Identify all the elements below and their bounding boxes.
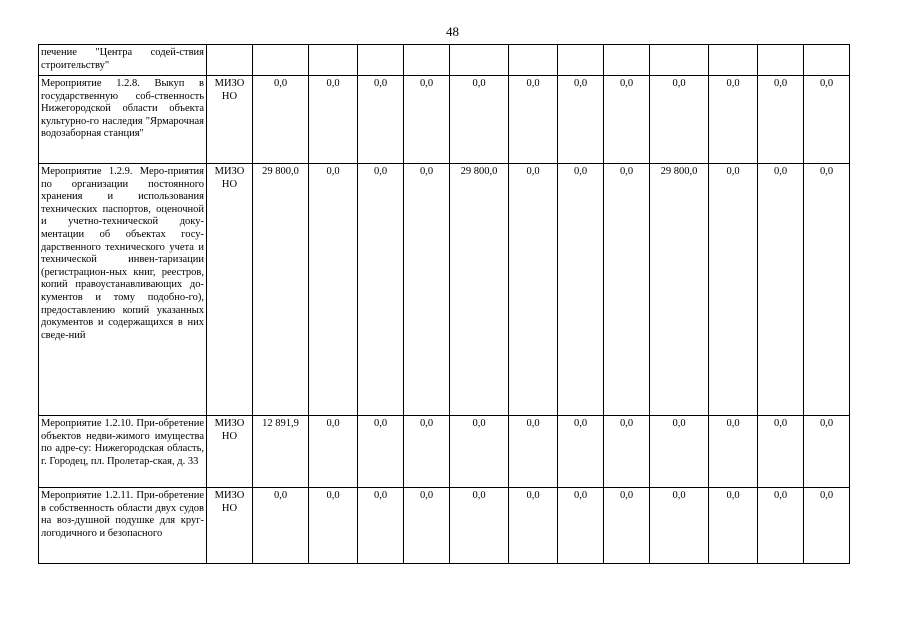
amount-cell: 0,0 xyxy=(558,488,604,564)
amount-cell: 0,0 xyxy=(650,76,709,164)
amount-cell: 0,0 xyxy=(804,488,850,564)
amount-cell xyxy=(509,45,558,76)
amount-cell: 29 800,0 xyxy=(450,164,509,416)
amount-cell xyxy=(650,45,709,76)
amount-cell: 0,0 xyxy=(253,488,309,564)
amount-cell: 0,0 xyxy=(253,76,309,164)
amount-cell: 0,0 xyxy=(650,488,709,564)
amount-cell: 0,0 xyxy=(758,164,804,416)
amount-cell xyxy=(404,45,450,76)
amount-cell: 0,0 xyxy=(309,76,358,164)
amount-cell: 0,0 xyxy=(558,164,604,416)
table-row xyxy=(39,488,850,564)
amount-cell: 0,0 xyxy=(558,76,604,164)
amount-cell: 0,0 xyxy=(804,416,850,488)
amount-cell: 0,0 xyxy=(650,416,709,488)
amount-cell: 0,0 xyxy=(404,488,450,564)
amount-cell xyxy=(450,45,509,76)
amount-cell: 0,0 xyxy=(509,164,558,416)
amount-cell: 0,0 xyxy=(450,416,509,488)
amount-cell xyxy=(758,45,804,76)
amount-cell xyxy=(709,45,758,76)
amount-cell: 0,0 xyxy=(404,164,450,416)
amount-cell: 0,0 xyxy=(758,488,804,564)
amount-cell: 0,0 xyxy=(404,416,450,488)
amount-cell: 0,0 xyxy=(450,488,509,564)
amount-cell xyxy=(358,45,404,76)
executor-cell: МИЗО НО xyxy=(207,416,253,488)
amount-cell: 0,0 xyxy=(404,76,450,164)
amount-cell: 0,0 xyxy=(358,416,404,488)
amount-cell: 0,0 xyxy=(358,164,404,416)
amount-cell: 0,0 xyxy=(509,416,558,488)
amount-cell: 0,0 xyxy=(709,164,758,416)
amount-cell: 0,0 xyxy=(309,488,358,564)
budget-table xyxy=(38,44,850,564)
amount-cell: 0,0 xyxy=(804,164,850,416)
activity-description-cell: Мероприятие 1.2.9. Меро-приятия по организации постоянного хранения и использования технических паспортов, оценочной и учетно-технической доку-ментации об объектах госу-дарственного технического учета и технической инвен-таризации (регистрацион-ных книг, реестров, копий правоустанавливающих до-кументов и тому подобно-го), предоставлению копий указанных документов и содержащихся в них сведе-ний xyxy=(39,164,207,416)
table-row xyxy=(39,76,850,164)
activity-description-cell: печение "Центра содей-ствия строительству" xyxy=(39,45,207,76)
amount-cell: 0,0 xyxy=(709,76,758,164)
amount-cell: 0,0 xyxy=(309,164,358,416)
amount-cell: 0,0 xyxy=(709,488,758,564)
amount-cell: 0,0 xyxy=(309,416,358,488)
amount-cell: 0,0 xyxy=(358,488,404,564)
executor-cell: МИЗО НО xyxy=(207,488,253,564)
activity-description-cell: Мероприятие 1.2.11. При-обретение в собственность области двух судов на воз-душной подушке для круг-логодичного и безопасного xyxy=(39,488,207,564)
amount-cell: 0,0 xyxy=(604,416,650,488)
amount-cell: 0,0 xyxy=(450,76,509,164)
amount-cell: 0,0 xyxy=(758,76,804,164)
amount-cell: 0,0 xyxy=(758,416,804,488)
activity-description-cell: Мероприятие 1.2.8. Выкуп в государственную соб-ственность Нижегородской области объекта культурно-го наследия "Ярмарочная водозаборная станция" xyxy=(39,76,207,164)
amount-cell: 29 800,0 xyxy=(253,164,309,416)
executor-cell xyxy=(207,45,253,76)
amount-cell xyxy=(804,45,850,76)
table-row xyxy=(39,45,850,76)
amount-cell: 0,0 xyxy=(358,76,404,164)
amount-cell: 0,0 xyxy=(509,488,558,564)
table-body xyxy=(39,45,850,564)
amount-cell: 0,0 xyxy=(509,76,558,164)
executor-cell: МИЗО НО xyxy=(207,76,253,164)
amount-cell xyxy=(558,45,604,76)
page-number: 48 xyxy=(446,24,459,39)
amount-cell: 12 891,9 xyxy=(253,416,309,488)
amount-cell: 0,0 xyxy=(604,488,650,564)
amount-cell xyxy=(604,45,650,76)
amount-cell: 29 800,0 xyxy=(650,164,709,416)
amount-cell xyxy=(309,45,358,76)
executor-cell: МИЗО НО xyxy=(207,164,253,416)
amount-cell: 0,0 xyxy=(709,416,758,488)
table-row xyxy=(39,416,850,488)
amount-cell: 0,0 xyxy=(804,76,850,164)
amount-cell: 0,0 xyxy=(558,416,604,488)
activity-description-cell: Мероприятие 1.2.10. При-обретение объектов недви-жимого имущества по адре-су: Нижегородская область, г. Городец, пл. Пролетар-ская, д. 33 xyxy=(39,416,207,488)
table-row xyxy=(39,164,850,416)
amount-cell: 0,0 xyxy=(604,164,650,416)
amount-cell: 0,0 xyxy=(604,76,650,164)
amount-cell xyxy=(253,45,309,76)
